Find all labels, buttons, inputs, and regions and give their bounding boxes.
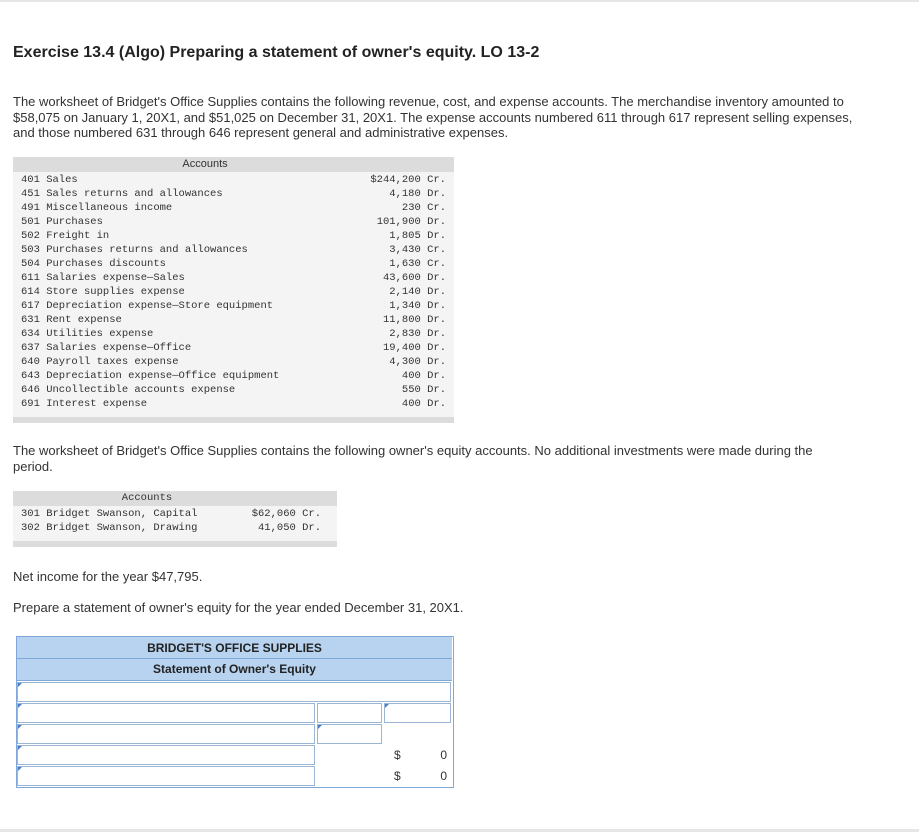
account-name: 302 Bridget Swanson, Drawing: [21, 522, 198, 534]
table-row: [21, 327, 446, 341]
statement-row: [17, 724, 453, 744]
account-name: 617 Depreciation expense—Store equipment: [21, 300, 274, 312]
table-row: [21, 341, 446, 355]
statement-row: [17, 745, 453, 765]
account-amount: 400 Dr.: [401, 398, 446, 410]
table-row: [21, 201, 446, 215]
computed-total-cell: [384, 766, 451, 786]
input-marker-icon: [18, 725, 22, 729]
account-name: 646 Uncollectible accounts expense: [21, 384, 236, 396]
account-name: 501 Purchases: [21, 216, 103, 228]
equity-rows: [21, 507, 321, 535]
table-row: [21, 285, 446, 299]
accounts-table: [13, 157, 454, 423]
statement-row: [17, 682, 453, 702]
account-amount: 11,800 Dr.: [382, 314, 446, 326]
table-row: [21, 271, 446, 285]
account-name: 614 Store supplies expense: [21, 286, 185, 298]
account-amount: $62,060 Cr.: [251, 508, 321, 520]
total-input[interactable]: [384, 703, 451, 723]
account-name: 631 Rent expense: [21, 314, 122, 326]
input-marker-icon: [318, 725, 322, 729]
account-name: 634 Utilities expense: [21, 328, 154, 340]
account-name: 504 Purchases discounts: [21, 258, 166, 270]
intro-paragraph: The worksheet of Bridget's Office Supplies contains the following revenue, cost, and expense accounts. The merchandise inventory amounted to $58,075 on January 1, 20X1, and $51,025 on December 31, 20X1. The expense accounts numbered 611 through 617 represent selling expenses, and those numbered 631 through 646 represent general and administrative expenses.: [13, 94, 853, 140]
top-divider: [0, 0, 919, 2]
table-row: [21, 355, 446, 369]
account-amount: 550 Dr.: [401, 384, 446, 396]
account-name: 401 Sales: [21, 174, 78, 186]
equity-accounts-table: [13, 491, 337, 547]
input-marker-icon: [18, 746, 22, 750]
table-row: [21, 507, 321, 521]
table-row: [21, 257, 446, 271]
table-row: [21, 313, 446, 327]
account-amount: 2,830 Dr.: [389, 328, 446, 340]
account-amount: 101,900 Dr.: [376, 216, 446, 228]
accounts-header-label: Accounts: [182, 158, 228, 170]
table-row: [21, 521, 321, 535]
input-marker-icon: [18, 704, 22, 708]
computed-total-cell: [384, 745, 451, 765]
equity-intro-paragraph: The worksheet of Bridget's Office Supplies contains the following owner's equity accounts. No additional investments were made during the period.: [13, 443, 813, 474]
input-marker-icon: [385, 704, 389, 708]
account-amount: 1,805 Dr.: [389, 230, 446, 242]
statement-company-name: BRIDGET'S OFFICE SUPPLIES: [17, 637, 452, 658]
instruction-text: Prepare a statement of owner's equity for the year ended December 31, 20X1.: [13, 600, 464, 615]
account-name: 301 Bridget Swanson, Capital: [21, 508, 198, 520]
amount-input[interactable]: [317, 724, 382, 744]
account-amount: 230 Cr.: [401, 202, 446, 214]
computed-value: 0: [440, 769, 447, 783]
account-amount: 3,430 Cr.: [389, 244, 446, 256]
statement-answer-form: [16, 636, 454, 788]
account-name: 451 Sales returns and allowances: [21, 188, 223, 200]
account-select[interactable]: [17, 703, 315, 723]
account-name: 491 Miscellaneous income: [21, 202, 173, 214]
account-name: 611 Salaries expense—Sales: [21, 272, 185, 284]
table-row: [21, 215, 446, 229]
account-select[interactable]: [17, 766, 315, 786]
equity-table-header: [13, 491, 337, 506]
equity-header-label: Accounts: [121, 492, 173, 504]
account-name: 502 Freight in: [21, 230, 110, 242]
exercise-heading: Exercise 13.4 (Algo) Preparing a statement of owner's equity. LO 13-2: [13, 44, 540, 61]
date-line-input[interactable]: [17, 682, 451, 702]
account-name: 637 Salaries expense—Office: [21, 342, 192, 354]
account-amount: $244,200 Cr.: [370, 174, 446, 186]
table-row: [21, 397, 446, 411]
statement-title: Statement of Owner's Equity: [17, 658, 452, 681]
account-amount: 41,050 Dr.: [257, 522, 321, 534]
table-row: [21, 243, 446, 257]
account-select[interactable]: [17, 724, 315, 744]
empty-amount-cell: [317, 766, 382, 786]
account-amount: 1,630 Cr.: [389, 258, 446, 270]
dollar-sign: $: [394, 769, 401, 783]
computed-value: 0: [440, 748, 447, 762]
accounts-table-header: [13, 157, 454, 172]
account-amount: 19,400 Dr.: [382, 342, 446, 354]
account-amount: 4,180 Dr.: [389, 188, 446, 200]
table-row: [21, 187, 446, 201]
table-row: [21, 173, 446, 187]
account-amount: 4,300 Dr.: [389, 356, 446, 368]
table-row: [21, 299, 446, 313]
account-amount: 2,140 Dr.: [389, 286, 446, 298]
account-name: 691 Interest expense: [21, 398, 148, 410]
accounts-rows: [21, 173, 446, 411]
empty-total-cell: [384, 724, 451, 744]
account-name: 643 Depreciation expense—Office equipment: [21, 370, 280, 382]
equity-table-footer: [13, 541, 337, 547]
accounts-table-footer: [13, 417, 454, 423]
table-row: [21, 369, 446, 383]
input-marker-icon: [18, 683, 22, 687]
net-income-text: Net income for the year $47,795.: [13, 569, 203, 584]
input-marker-icon: [18, 767, 22, 771]
table-row: [21, 383, 446, 397]
amount-input[interactable]: [317, 703, 382, 723]
account-select[interactable]: [17, 745, 315, 765]
account-name: 640 Payroll taxes expense: [21, 356, 179, 368]
account-name: 503 Purchases returns and allowances: [21, 244, 248, 256]
empty-amount-cell: [317, 745, 382, 765]
table-row: [21, 229, 446, 243]
account-amount: 400 Dr.: [401, 370, 446, 382]
account-amount: 43,600 Dr.: [382, 272, 446, 284]
statement-row: [17, 766, 453, 786]
account-amount: 1,340 Dr.: [389, 300, 446, 312]
dollar-sign: $: [394, 748, 401, 762]
statement-row: [17, 703, 453, 723]
